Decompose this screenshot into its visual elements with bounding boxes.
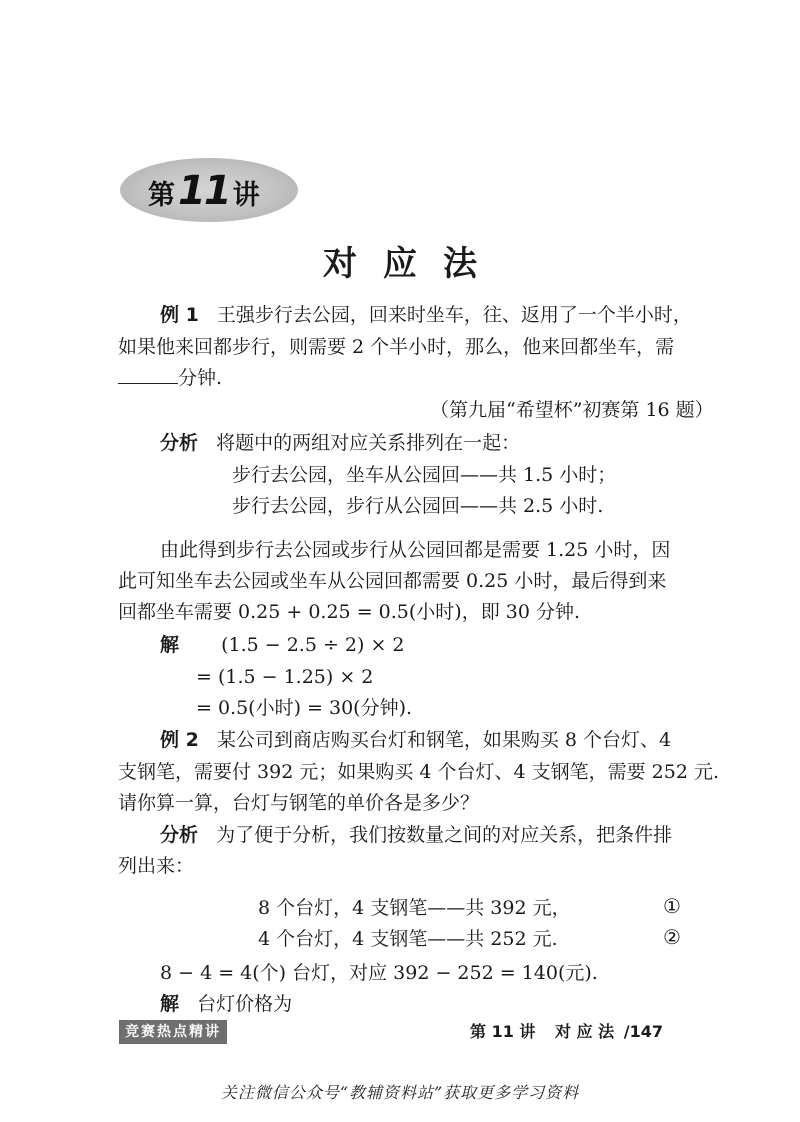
example1-line3: 分钟. — [118, 365, 222, 391]
equation-2: 4 个台灯，4 支钢笔——共 252 元. — [258, 928, 558, 950]
running-footer: 第 11 讲 对 应 法 /147 — [470, 1022, 663, 1041]
example2-solution: 解 台灯价格为 — [160, 993, 293, 1015]
example2-line1: 例 2 某公司到商店购买台灯和钢笔，如果购买 8 个台灯、4 — [160, 729, 672, 751]
example1-para1: 由此得到步行去公园或步行从公园回都是需要 1.25 小时，因 — [160, 539, 671, 561]
example1-para3: 回都坐车需要 0.25 + 0.25 = 0.5(小时)，即 30 分钟. — [118, 601, 580, 623]
example1-line1: 例 1 王强步行去公园，回来时坐车，往、返用了一个半小时， — [160, 304, 692, 326]
example1-line2: 如果他来回都步行，则需要 2 个半小时，那么，他来回都坐车，需 — [118, 336, 675, 358]
series-label: 竞赛热点精讲 — [119, 1020, 227, 1044]
example2-analysis: 分析 为了便于分析，我们按数量之间的对应关系，把条件排 — [160, 824, 673, 846]
example2-line3: 请你算一算，台灯与钢笔的单价各是多少？ — [118, 792, 480, 814]
page-title: 对应法 — [323, 244, 503, 284]
watermark-text: 关注微信公众号“教辅资料站”获取更多学习资料 — [220, 1083, 580, 1102]
relation-2: 步行去公园，步行从公园回——共 2.5 小时. — [232, 495, 604, 517]
example1-solution-line3: = 0.5(小时) = 30(分钟). — [196, 697, 413, 719]
example1-source: （第九届“希望杯”初赛第 16 题） — [430, 399, 714, 421]
equation-1-marker: ① — [663, 894, 681, 918]
equation-1: 8 个台灯，4 支钢笔——共 392 元， — [258, 897, 571, 919]
equation-2-marker: ② — [663, 925, 681, 949]
example1-analysis: 分析 将题中的两组对应关系排列在一起： — [160, 432, 521, 454]
example2-line2: 支钢笔，需要付 392 元；如果购买 4 个台灯、4 支钢笔，需要 252 元. — [118, 761, 720, 783]
example1-para2: 此可知坐车去公园或坐车从公园回都需要 0.25 小时，最后得到来 — [118, 570, 667, 592]
example1-solution-line1: 解 (1.5 − 2.5 ÷ 2) × 2 — [160, 634, 405, 656]
page-number: /147 — [623, 1022, 663, 1041]
lecture-number-label: 第 11 讲 — [148, 168, 260, 214]
example1-solution-line2: = (1.5 − 1.25) × 2 — [196, 666, 374, 688]
relation-1: 步行去公园，坐车从公园回——共 1.5 小时； — [232, 464, 617, 486]
example2-analysis-cont: 列出来： — [118, 855, 195, 877]
answer-blank — [118, 365, 178, 384]
example2-difference: 8 − 4 = 4(个) 台灯，对应 392 − 252 = 140(元). — [160, 962, 598, 984]
